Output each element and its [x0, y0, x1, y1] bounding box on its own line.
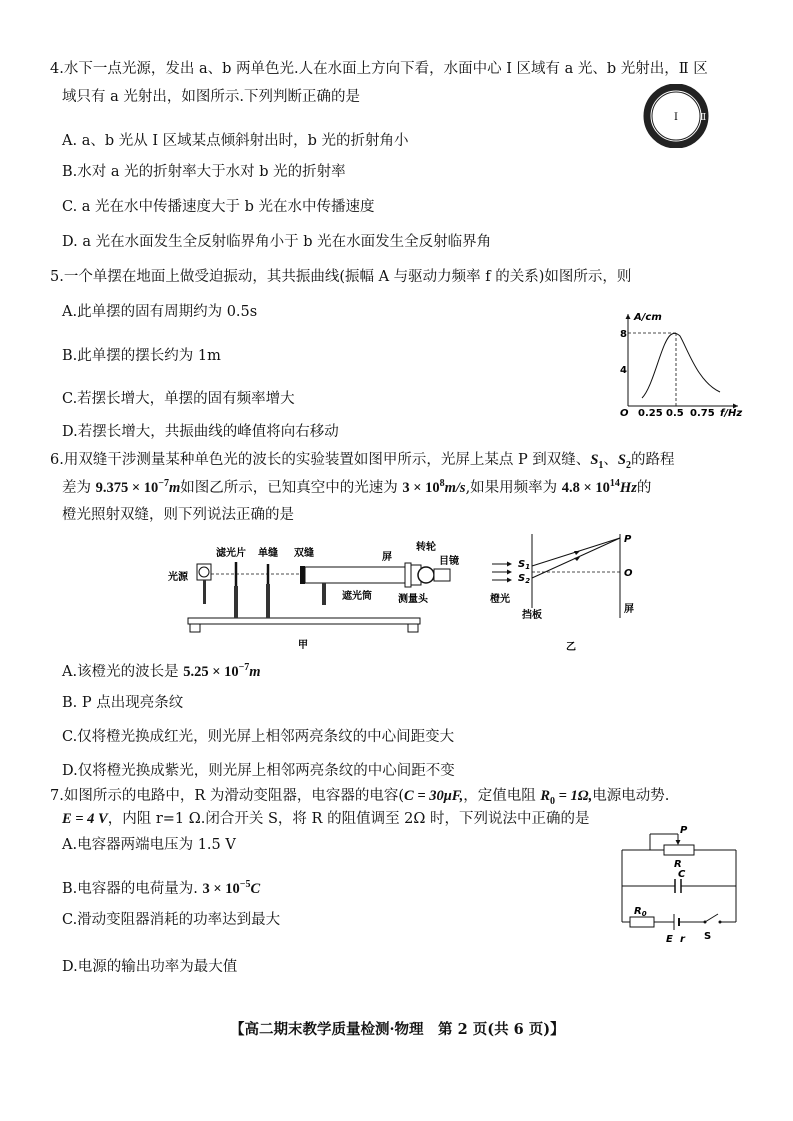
q6-option-a [62, 663, 261, 681]
filter-post [234, 586, 238, 618]
q6-apparatus-figure [164, 534, 464, 654]
q7-b-value: 3 × 10 [202, 881, 240, 897]
q6-stem-line3: 橙光照射双缝，则下列说法正确的是 [62, 507, 294, 523]
q5-option-d: D.若摆长增大，共振曲线的峰值将向右移动 [62, 424, 339, 440]
q7-b-pre: B.电容器的电荷量为. [62, 881, 203, 897]
label-double-slit: 双缝 [294, 548, 314, 559]
rail-foot-right [408, 624, 418, 632]
q7-b-unit: C [250, 881, 261, 897]
caption-yi: 乙 [566, 642, 576, 653]
path-diff-value: 9.375 × 10 [95, 480, 159, 496]
eyepiece [434, 569, 450, 581]
q7-option-d: D.电源的输出功率为最大值 [62, 959, 238, 975]
q6-a-value: 5.25 × 10 [183, 664, 239, 680]
q7-option-c: C.滑动变阻器消耗的功率达到最大 [62, 912, 281, 928]
label-p: P [624, 534, 632, 545]
f-value: 4.8 × 10 [561, 480, 610, 496]
label-s1 [518, 559, 530, 571]
q6-stem-line1: 6.用双缝干涉测量某种单色光的波长的实验装置如图甲所示，光屏上某点 P 到双缝、$S_1$、$S_2$的路程 [50, 452, 675, 471]
q7-b-exp: −5 [239, 879, 251, 891]
label-tube: 遮光筒 [342, 591, 372, 602]
switch-s [705, 914, 718, 922]
q7-option-a: A.电容器两端电压为 1.5 V [62, 837, 236, 853]
label-s1-sub: 1 [525, 563, 531, 571]
q7-emf: E = 4 V [62, 811, 108, 827]
c-unit: m/s [444, 480, 466, 496]
s2-sub: 2 [625, 459, 631, 471]
x-tick-075: 0.75 [690, 408, 715, 419]
path-diff-exp: −7 [158, 478, 169, 490]
q6-option-b: B. P 点出现亮条纹 [62, 695, 184, 711]
label-r0-letter: R [634, 906, 642, 917]
resonance-curve [642, 333, 720, 398]
label-r: R [674, 859, 682, 870]
x-tick-05: 0.5 [666, 408, 684, 419]
rheostat-r [664, 845, 694, 855]
label-orange-light: 橙光 [490, 594, 510, 605]
slider-arrow [676, 840, 681, 845]
q5-option-b: B.此单摆的摆长约为 1m [62, 348, 221, 364]
q6-stem2-c: ,如果用频率为 [465, 480, 562, 496]
s1-sub: 1 [598, 459, 604, 471]
label-r0-sub: 0 [641, 910, 647, 918]
q6-a-exp: −7 [238, 662, 250, 674]
q5-resonance-chart [614, 310, 744, 420]
q7-stem-line2 [62, 810, 590, 828]
region-ii-label: Ⅱ [699, 113, 707, 123]
f-unit: Hz [619, 480, 637, 496]
page-footer: 【高二期末教学质量检测·物理 第 2 页(共 6 页)】 [230, 1021, 565, 1038]
region-i-label: Ⅰ [674, 112, 678, 123]
q6-geometry-figure [488, 530, 648, 655]
q4-option-d: D. a 光在水面发生全反射临界角小于 b 光在水面发生全反射临界角 [62, 234, 492, 250]
shading-tube [305, 567, 405, 583]
q5-option-a: A.此单摆的固有周期约为 0.5s [62, 304, 258, 320]
incoming-arrow-3 [507, 578, 512, 583]
incoming-arrow-2 [507, 570, 512, 575]
q4-stem-line1: 4.水下一点光源，发出 a、b 两单色光.人在水面上方向下看，水面中心 Ⅰ 区域有 a 光、b 光射出，Ⅱ 区 [50, 61, 708, 77]
label-eyepiece: 目镜 [439, 556, 459, 567]
q7-circuit-figure [612, 826, 742, 946]
label-s2-sub: 2 [525, 577, 531, 585]
q4-option-b: B.水对 a 光的折射率大于水对 b 光的折射率 [62, 164, 346, 180]
q6-stem1-b: 的路程 [630, 452, 675, 468]
source-post [203, 580, 206, 604]
q6-option-d: D.仅将橙光换成紫光，则光屏上相邻两亮条纹的中心间距不变 [62, 763, 455, 779]
q6-a-pre: A.该橙光的波长是 [62, 664, 184, 680]
q7-stem2: ，内阻 r=1 Ω.闭合开关 S，将 R 的阻值调至 2Ω 时，下列说法中正确的是 [107, 811, 590, 827]
q6-stem1-a: 6.用双缝干涉测量某种单色光的波长的实验装置如图甲所示，光屏上某点 P 到双缝、 [50, 452, 591, 468]
q7-stem1-b: ，定值电阻 [463, 788, 541, 804]
s1-symbol: S [590, 452, 599, 468]
ray-arrow-1 [574, 551, 580, 555]
double-slit [300, 566, 305, 584]
resistor-r0 [630, 917, 654, 927]
q6-option-c: C.仅将橙光换成红光，则光屏上相邻两亮条纹的中心间距变大 [62, 729, 455, 745]
f-exp: 14 [609, 478, 620, 490]
rail-foot-left [190, 624, 200, 632]
label-screen: 屏 [382, 552, 392, 563]
screen-plate [405, 563, 411, 587]
y-axis-label: A/cm [634, 312, 662, 323]
caption-jia: 甲 [298, 640, 308, 651]
q7-r0-sub: 0 [550, 795, 555, 807]
q7-r0-value: = 1Ω, [555, 788, 593, 804]
origin-label: O [620, 408, 629, 419]
q6-stem2-d: 的 [636, 480, 652, 496]
q7-capacitance: C = 30μF, [404, 788, 464, 804]
q5-stem: 5.一个单摆在地面上做受迫振动，其共振曲线(振幅 A 与驱动力频率 f 的关系)如图所示，则 [50, 269, 632, 285]
single-slit-post [266, 584, 270, 618]
c-exp: 8 [439, 478, 445, 490]
q4-option-a: A. a、b 光从 Ⅰ 区域某点倾斜射出时，b 光的折射角小 [62, 133, 409, 149]
q7-r0: R [540, 788, 550, 804]
q4-ring-figure [636, 84, 716, 148]
label-e: E [666, 934, 673, 945]
y-tick-4: 4 [620, 365, 627, 376]
q5-option-c: C.若摆长增大，单摆的固有频率增大 [62, 391, 295, 407]
label-light-source: 光源 [168, 572, 188, 583]
optical-rail [188, 618, 420, 624]
y-axis-arrow [626, 314, 631, 319]
q6-a-unit: m [249, 664, 261, 680]
label-c: C [678, 869, 686, 880]
q7-option-b [62, 880, 260, 898]
incoming-arrow-1 [507, 562, 512, 567]
label-s1-letter: S [518, 559, 526, 570]
label-r0 [634, 906, 647, 918]
q7-stem-line1 [50, 787, 669, 805]
label-measuring-head: 测量头 [398, 594, 428, 605]
label-filter: 滤光片 [216, 548, 246, 559]
label-o: O [624, 568, 633, 579]
q4-option-c: C. a 光在水中传播速度大于 b 光在水中传播速度 [62, 199, 375, 215]
label-r-internal: r [680, 934, 685, 945]
q6-stem2-a: 差为 [62, 480, 96, 496]
x-tick-025: 0.25 [638, 408, 663, 419]
q7-stem1-a: 7.如图所示的电路中，R 为滑动变阻器，电容器的电容( [50, 788, 405, 804]
tube-post [322, 583, 326, 605]
label-s2 [518, 573, 530, 585]
label-p: P [680, 826, 688, 836]
label-turn-wheel: 转轮 [416, 542, 436, 553]
label-screen-yi: 屏 [624, 604, 634, 615]
x-axis-label: f/Hz [720, 408, 743, 419]
c-value: 3 × 10 [402, 480, 440, 496]
s2-symbol: S [617, 452, 626, 468]
label-s: S [704, 931, 712, 942]
q6-stem-line2 [62, 479, 651, 497]
turn-wheel [418, 567, 434, 583]
path-diff-unit: m [168, 480, 181, 496]
label-s2-letter: S [518, 573, 526, 584]
label-single-slit: 单缝 [258, 548, 278, 559]
q4-stem-line2: 域只有 a 光射出，如图所示.下列判断正确的是 [62, 89, 360, 105]
y-tick-8: 8 [620, 329, 627, 340]
label-baffle: 挡板 [522, 610, 542, 621]
q6-stem2-b: 如图乙所示，已知真空中的光速为 [180, 480, 403, 496]
q7-stem1-c: 电源电动势. [592, 788, 670, 804]
